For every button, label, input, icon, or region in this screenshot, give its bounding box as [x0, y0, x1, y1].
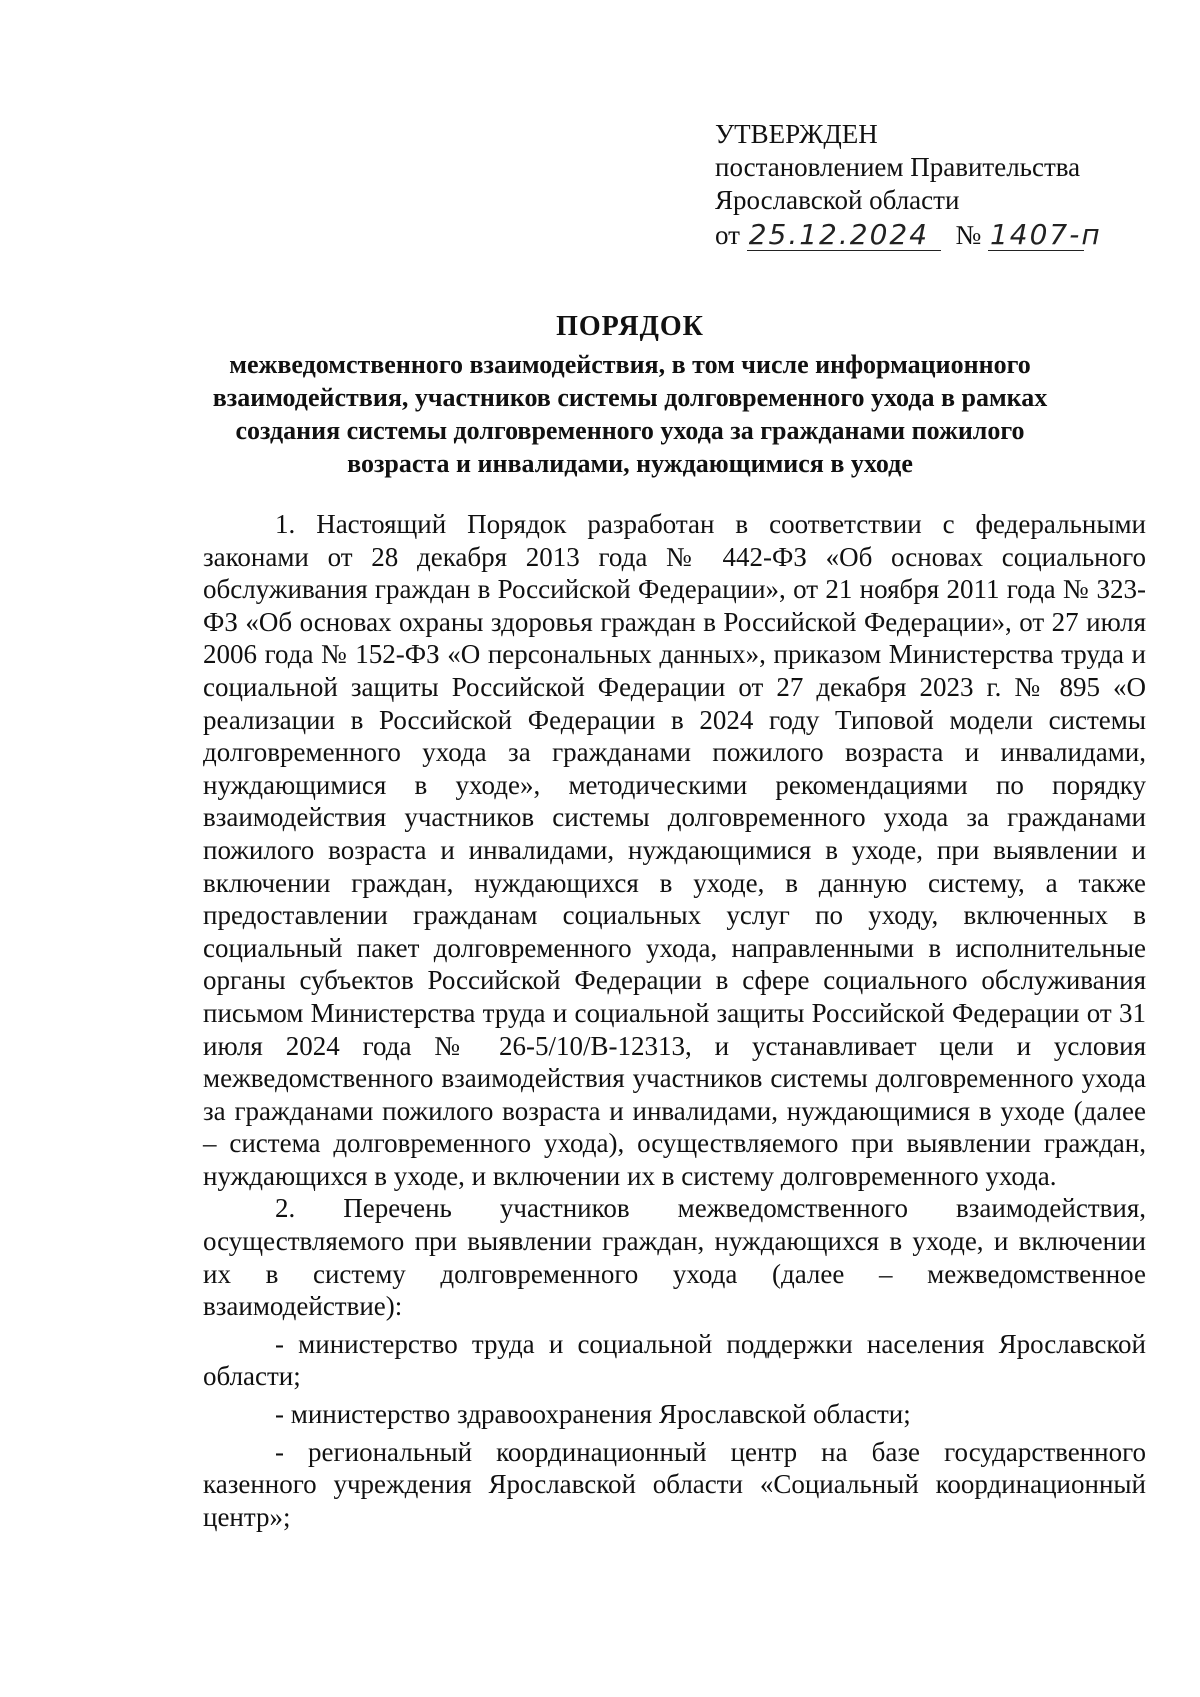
list-item: - министерство труда и социальной поддержки населения Ярославской области; — [203, 1328, 1146, 1392]
handwritten-date: 25.12.2024 — [748, 218, 930, 251]
paragraph-1: 1. Настоящий Порядок разработан в соответствии с федеральными законами от 28 декабря 2013 года № 442-ФЗ «Об основах социального обслуживания граждан в Российской Федерации», от 21 ноября 2011 года № 323-ФЗ «Об основах охраны здоровья граждан в Российской Федерации», от 27 июля 2006 года № 152-ФЗ «О персональных данных», приказом Министерства труда и социальной защиты Российской Федерации от 27 декабря 2023 г. № 895 «О реализации в Российской Федерации в 2024 году Типовой модели системы долговременного ухода за гражданами пожилого возраста и инвалидами, нуждающимися в уходе», методическими рекомендациями по порядку взаимодействия участников системы долговременного ухода за гражданами пожилого возраста и инвалидами, нуждающимися в уходе, при выявлении и включении граждан, нуждающихся в уходе, в данную систему, а также предоставлении гражданам социальных услуг по уходу, включенных в социальный пакет долговременного ухода, направленными в исполнительные органы субъектов Российской Федерации в сфере социального обслуживания письмом Министерства труда и социальной защиты Российской Федерации от 31 июля 2024 года № 26-5/10/В-12313, и устанавливает цели и условия межведомственного взаимодействия участников системы долговременного ухода за гражданами пожилого возраста и инвалидами, нуждающимися в уходе (далее – система долговременного ухода), осуществляемого при выявлении граждан, нуждающихся в уходе, и включении их в систему долговременного ухода. — [203, 509, 1146, 1191]
approval-stamp — [715, 118, 1102, 257]
handwritten-number: 1407-п — [989, 218, 1102, 251]
number-prefix: № — [955, 220, 982, 250]
document-body — [203, 508, 1146, 1533]
list-item: - региональный координационный центр на базе государственного казенного учреждения Ярославской области «Социальный координационный центр»; — [203, 1436, 1146, 1532]
approval-date-line — [715, 218, 1102, 257]
approval-line-region: Ярославской области — [715, 185, 960, 215]
paragraph-2: 2. Перечень участников межведомственного взаимодействия, осуществляемого при выявлении граждан, нуждающихся в уходе, и включении их в систему долговременного ухода (далее – межведомственное взаимодействие): — [203, 1193, 1146, 1322]
date-field — [747, 220, 941, 251]
approval-heading: УТВЕРЖДЕН — [715, 119, 878, 149]
date-prefix: от — [715, 220, 740, 250]
approval-line-resolution: постановлением Правительства — [715, 152, 1081, 182]
document-title — [190, 310, 1070, 480]
title-subtitle: межведомственного взаимодействия, в том числе информационного взаимодействия, участников системы долговременного ухода в рамках создания системы долговременного ухода за гражданами пожилого возраста и инвалидами, нуждающимися в уходе — [212, 350, 1048, 478]
list-item: - министерство здравоохранения Ярославской области; — [275, 1399, 911, 1430]
title-main: ПОРЯДОК — [556, 311, 704, 342]
number-field — [988, 218, 1102, 251]
